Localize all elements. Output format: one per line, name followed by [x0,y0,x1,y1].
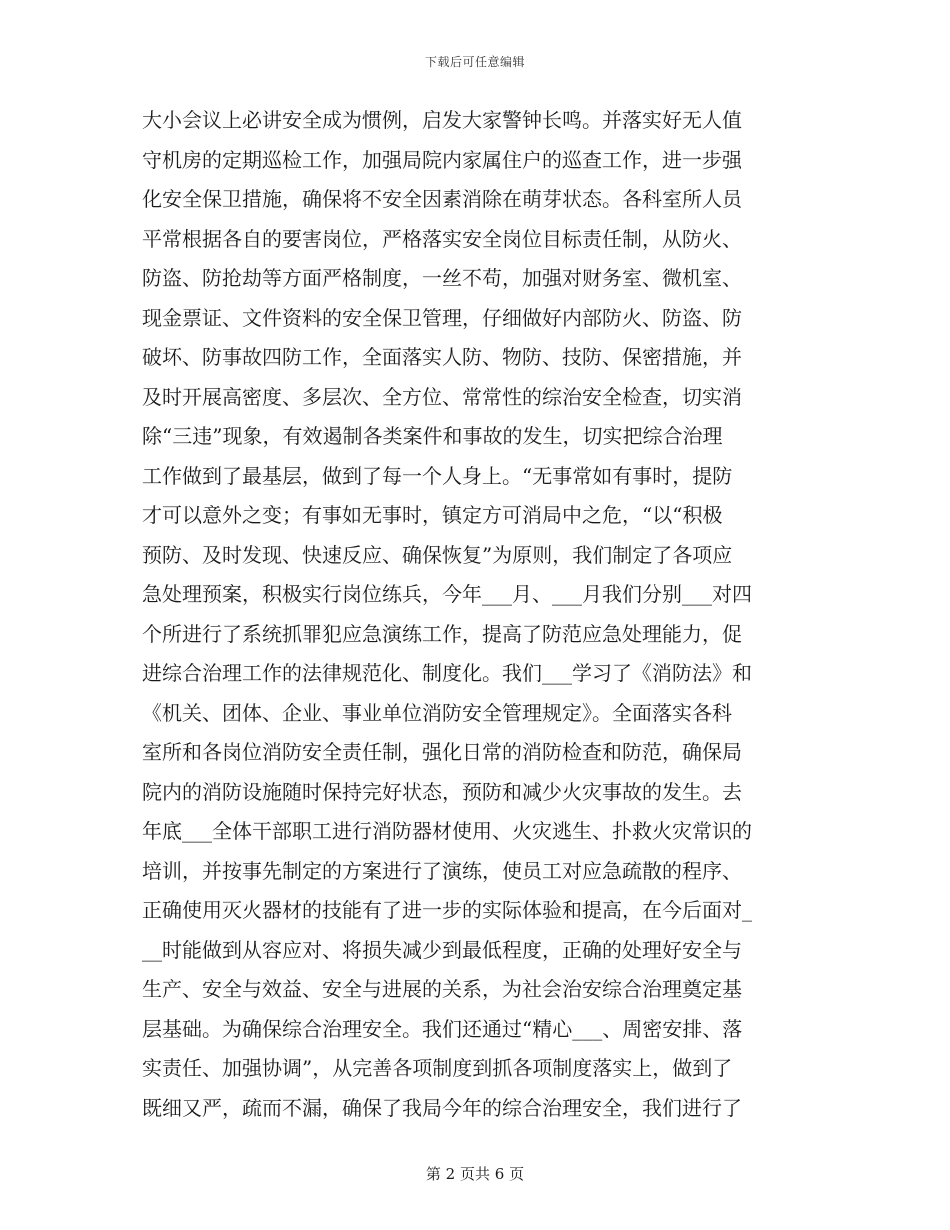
text-line: 实责任、加强协调”，从完善各项制度到抓各项制度落实上，做到了 [142,1056,733,1080]
text-line: 年底___全体干部职工进行消防器材使用、火灾逃生、扑救火灾常识的 [142,819,752,843]
text-line: 及时开展高密度、多层次、全方位、常常性的综治安全检查，切实消 [142,384,742,409]
text-line: 防盗、防抢劫等方面严格制度，一丝不苟，加强对财务室、微机室、 [142,266,742,290]
text-line: __时能做到从容应对、将损失减少到最低程度，正确的处理好安全与 [142,937,742,962]
text-line: 急处理预案，积极实行岗位练兵，今年___月、___月我们分别___对四 [142,582,752,606]
text-line: 院内的消防设施随时保持完好状态，预防和减少火灾事故的发生。去 [142,779,742,804]
text-line: 既细又严，疏而不漏，确保了我局今年的综合治理安全，我们进行了 [142,1095,742,1120]
text-line: 除“三违”现象，有效遏制各类案件和事故的发生，切实把综合治理 [142,424,723,448]
text-line: 层基础。为确保综合治理安全。我们还通过“精心___、周密安排、落 [142,1016,743,1041]
text-line: 室所和各岗位消防安全责任制，强化日常的消防检查和防范，确保局 [142,740,742,764]
text-line: 进综合治理工作的法律规范化、制度化。我们___学习了《消防法》和 [142,661,752,685]
text-line: 生产、安全与效益、安全与进展的关系，为社会治安综合治理奠定基 [142,977,742,1001]
text-line: 现金票证、文件资料的安全保卫管理，仔细做好内部防火、防盗、防 [142,305,742,330]
text-line: 平常根据各自的要害岗位，严格落实安全岗位目标责任制，从防火、 [142,226,742,251]
text-line: 大小会议上必讲安全成为惯例，启发大家警钟长鸣。并落实好无人值 [142,108,742,132]
text-line: 培训，并按事先制定的方案进行了演练，使员工对应急疏散的程序、 [142,858,742,883]
page-number-footer: 第 2 页共 6 页 [425,1165,525,1183]
page-header: 下载后可任意编辑 [424,55,525,69]
text-line: 破坏、防事故四防工作，全面落实人防、物防、技防、保密措施，并 [142,345,742,369]
text-line: 才可以意外之变；有事如无事时，镇定方可消局中之危，“以“积极 [142,503,723,527]
text-line: 正确使用灭火器材的技能有了进一步的实际体验和提高，在今后面对_ [142,898,752,922]
text-line: 《机关、团体、企业、事业单位消防安全管理规定》。全面落实各科 [142,700,732,725]
document-body [142,101,812,1128]
text-line: 预防、及时发现、快速反应、确保恢复”为原则，我们制定了各项应 [142,542,733,567]
text-line: 工作做到了最基层，做到了每一个人身上。“无事常如有事时，提防 [142,463,733,488]
text-line: 个所进行了系统抓罪犯应急演练工作，提高了防范应急处理能力，促 [142,621,742,646]
text-line: 守机房的定期巡检工作，加强局院内家属住户的巡查工作，进一步强 [142,147,742,172]
text-line: 化安全保卫措施，确保将不安全因素消除在萌芽状态。各科室所人员 [142,187,742,211]
